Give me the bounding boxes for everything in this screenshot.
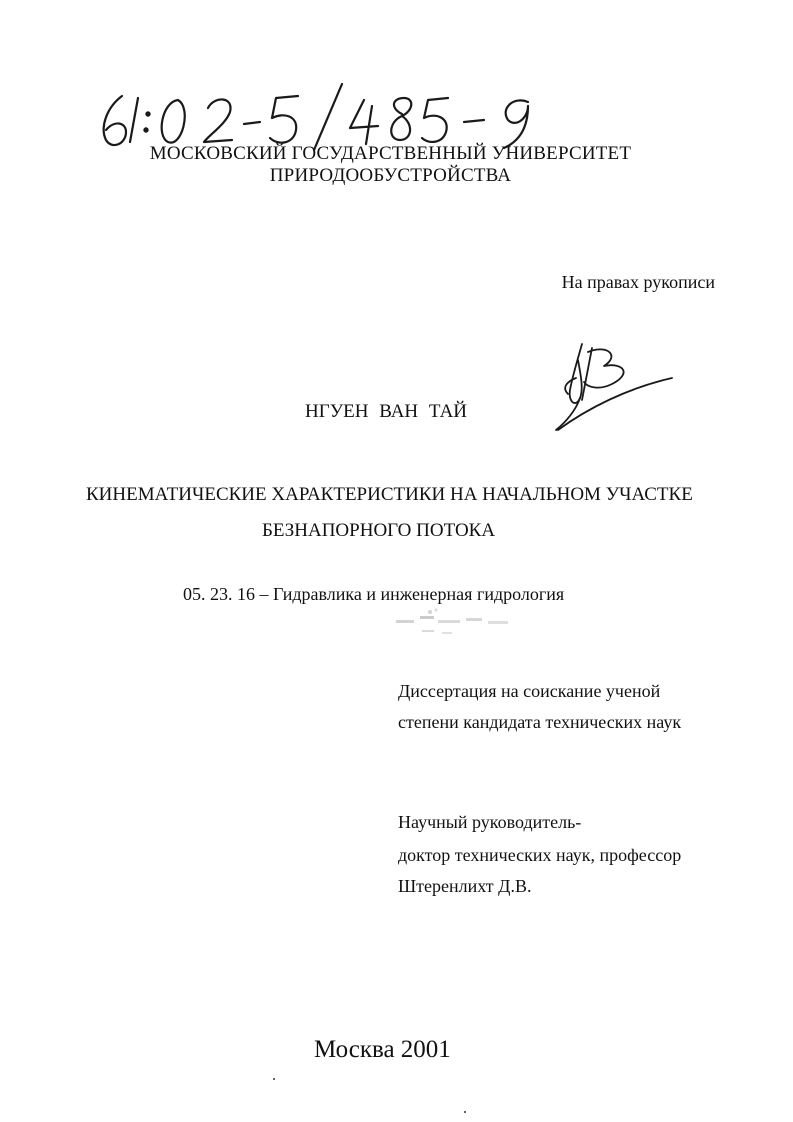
- dissertation-title-line1: КИНЕМАТИЧЕСКИЕ ХАРАКТЕРИСТИКИ НА НАЧАЛЬНОМ УЧАСТКЕ: [86, 484, 693, 505]
- scan-speck: [464, 1111, 466, 1113]
- supervisor-label: Научный руководитель-: [398, 812, 582, 832]
- author-name: НГУЕН ВАН ТАЙ: [305, 401, 468, 422]
- scan-speck: [273, 1078, 275, 1080]
- author-signature: [548, 338, 678, 438]
- dissertation-purpose-line2: степени кандидата технических наук: [398, 712, 682, 732]
- faint-stamp-mark: [392, 606, 532, 646]
- dissertation-title-line2: БЕЗНАПОРНОГО ПОТОКА: [262, 520, 496, 541]
- city-year: Москва 2001: [314, 1036, 451, 1063]
- university-name-line2: ПРИРОДООБУСТРОЙСТВА: [269, 165, 512, 186]
- specialty-code: 05. 23. 16 – Гидравлика и инженерная гидрология: [183, 584, 565, 604]
- university-name-line1: МОСКОВСКИЙ ГОСУДАРСТВЕННЫЙ УНИВЕРСИТЕТ: [149, 143, 632, 164]
- supervisor-name: Штеренлихт Д.В.: [398, 876, 532, 896]
- dissertation-purpose-line1: Диссертация на соискание ученой: [398, 681, 661, 701]
- supervisor-degree: доктор технических наук, профессор: [398, 845, 682, 865]
- manuscript-rights-note: На правах рукописи: [561, 272, 715, 292]
- handwritten-code-text: [0, 0, 1, 1]
